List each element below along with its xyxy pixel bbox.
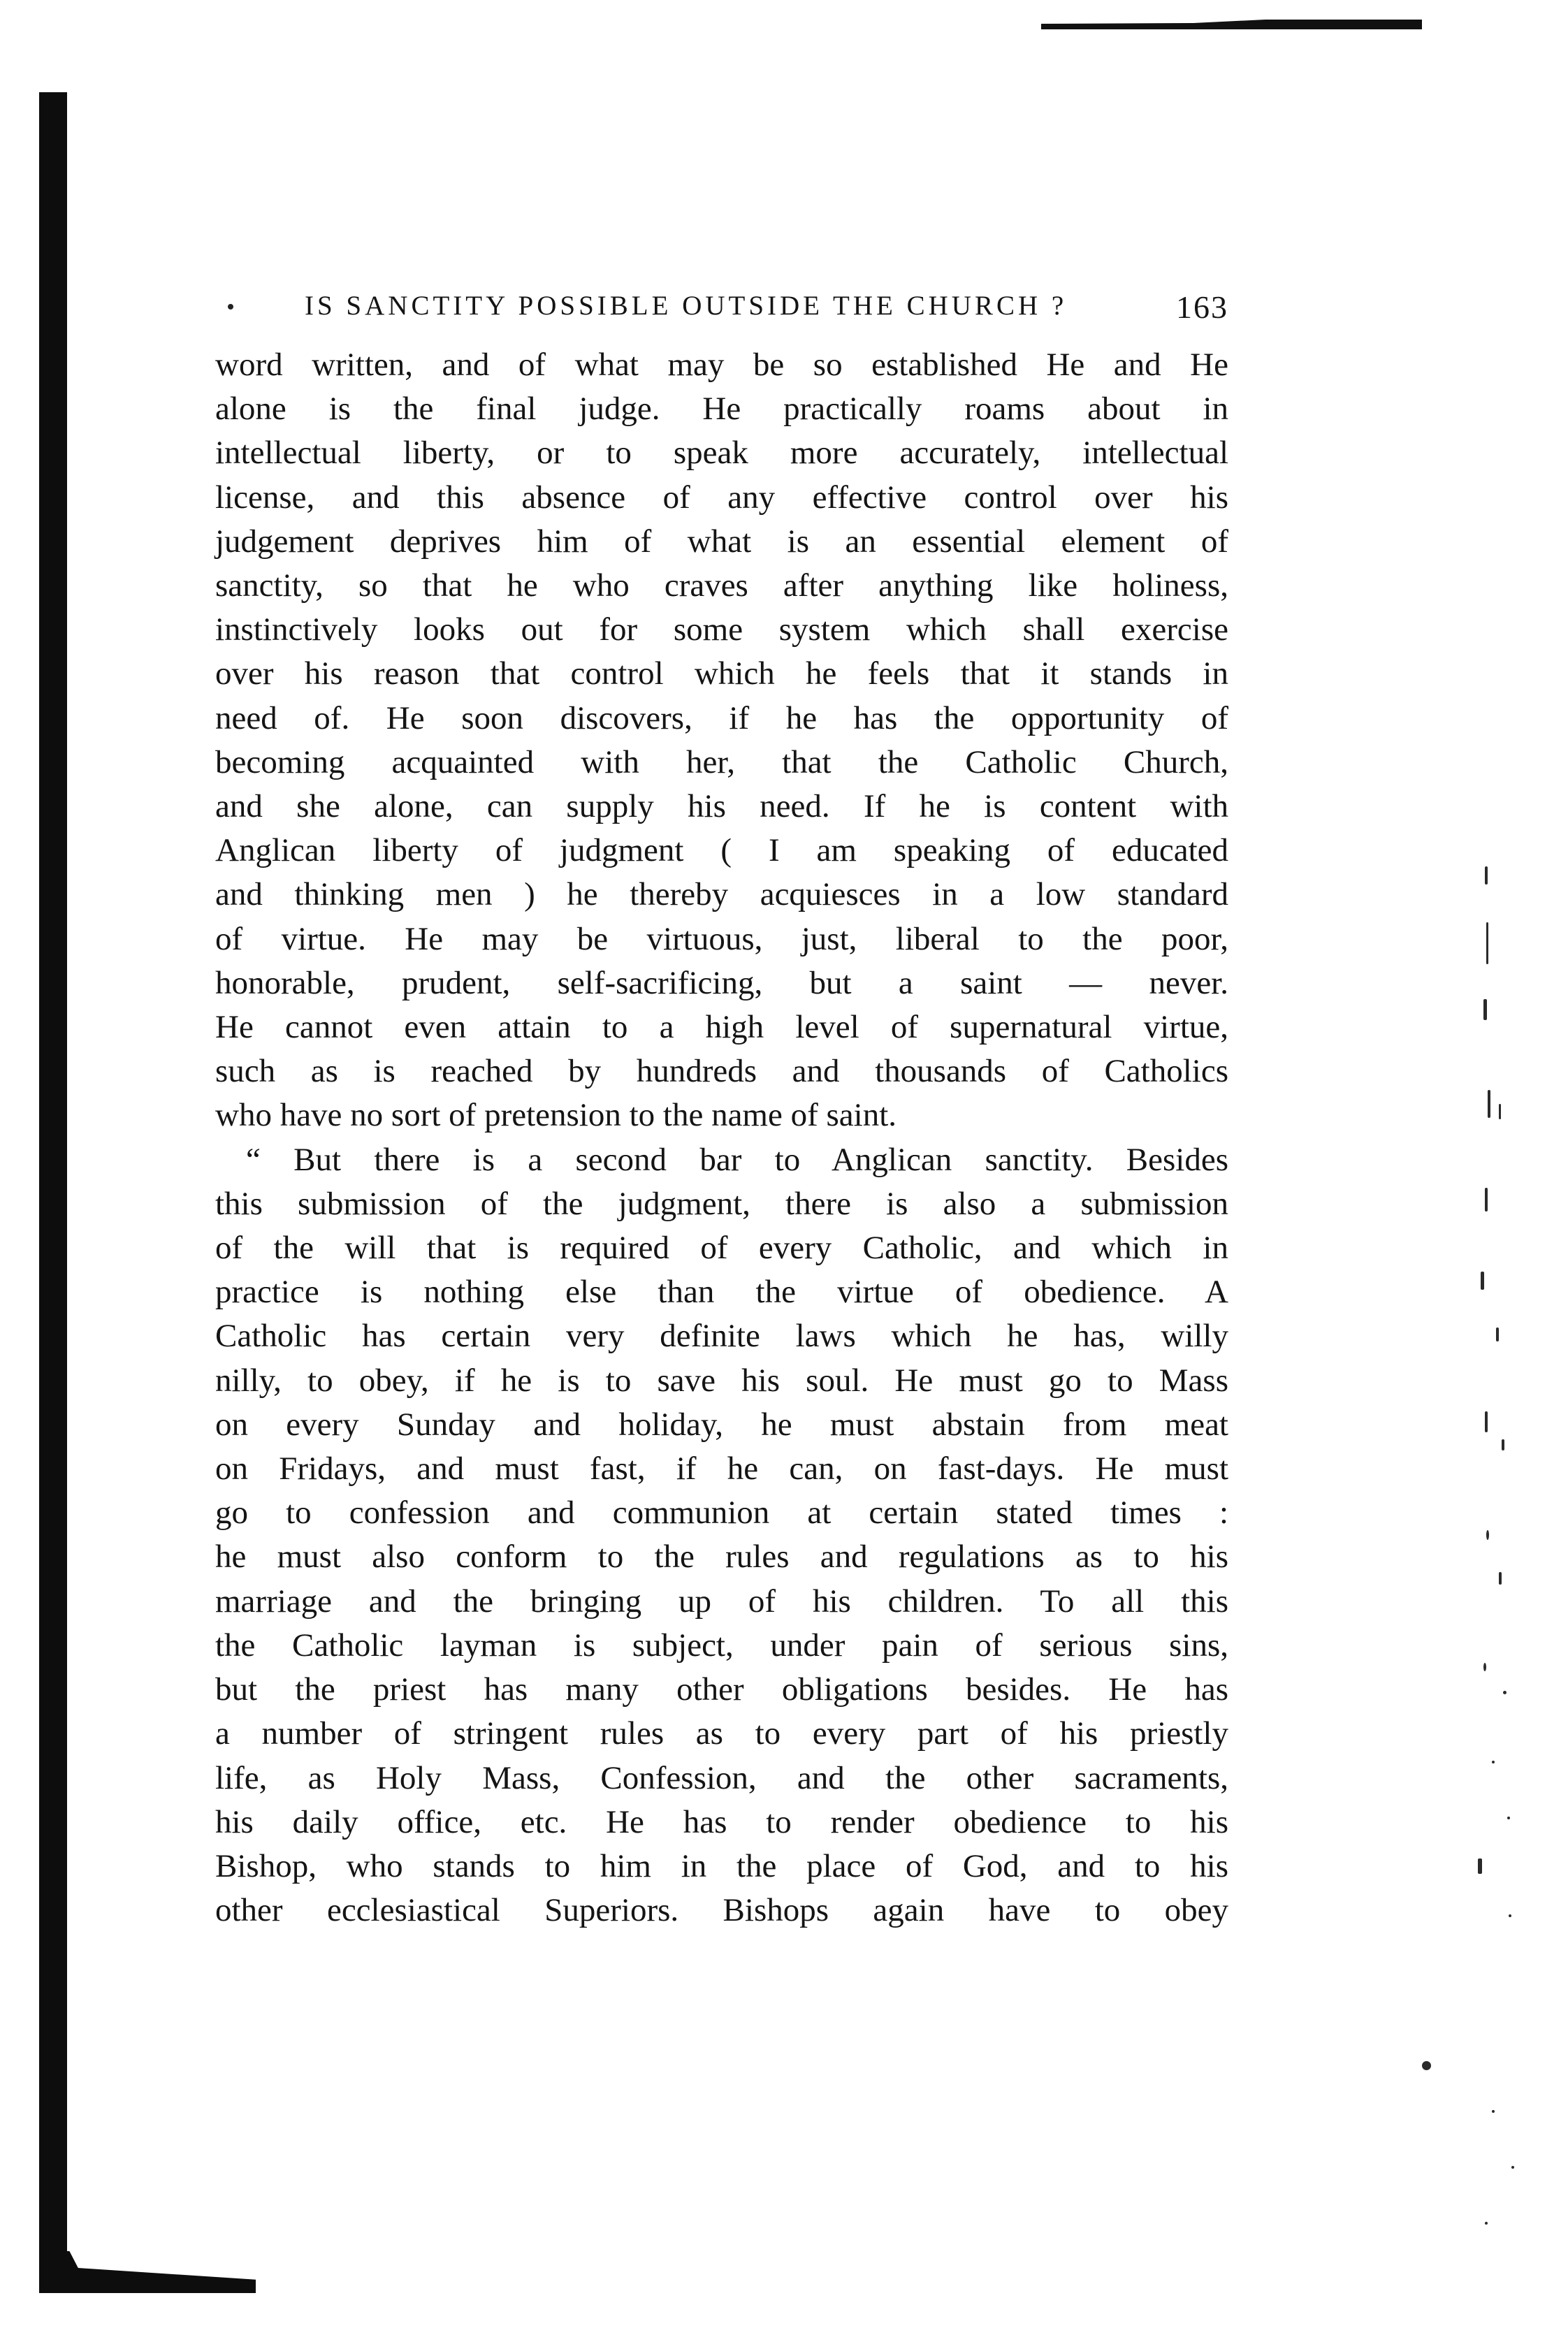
text-line: of virtue. He may be virtuous, just, liberal to the poor, <box>215 920 1228 957</box>
text-line: Bishop, who stands to him in the place of God, and to his <box>215 1847 1228 1884</box>
text-line: honorable, prudent, self-sacrificing, but a saint — never. <box>215 964 1228 1001</box>
text-line: He cannot even attain to a high level of supernatural virtue, <box>215 1009 1228 1046</box>
body-text <box>215 343 1228 1933</box>
text-line: on every Sunday and holiday, he must abstain from meat <box>215 1406 1228 1443</box>
text-line: Catholic has certain very definite laws which he has, willy <box>215 1318 1228 1355</box>
text-line: and she alone, can supply his need. If he is content with <box>215 788 1228 825</box>
text-line: life, as Holy Mass, Confession, and the other sacraments, <box>215 1759 1228 1796</box>
text-line: this submission of the judgment, there is also a submission <box>215 1185 1228 1222</box>
paragraph-start-line: “ But there is a second bar to Anglican sanctity. Besides <box>246 1141 1228 1178</box>
speck <box>1485 1411 1488 1432</box>
speck <box>1486 1530 1489 1540</box>
speck <box>1499 1104 1501 1119</box>
text-line: and thinking men ) he thereby acquiesces in a low standard <box>215 876 1228 913</box>
text-line: judgement deprives him of what is an essential element of <box>215 523 1228 560</box>
speck <box>1496 1327 1499 1341</box>
text-line: of the will that is required of every Catholic, and which in <box>215 1230 1228 1267</box>
speck <box>1499 1572 1502 1585</box>
speck <box>1507 1817 1510 1819</box>
speck <box>1492 2110 1495 2113</box>
margin-bleed-through-specks <box>1471 838 1527 2271</box>
speck <box>1485 1188 1488 1212</box>
speck <box>1486 922 1488 964</box>
text-line: becoming acquainted with her, that the Catholic Church, <box>215 743 1228 780</box>
book-spine-shadow-foot <box>39 2251 256 2293</box>
text-line: over his reason that control which he feels that it stands in <box>215 655 1228 692</box>
text-line: alone is the final judge. He practically roams about in <box>215 391 1228 428</box>
text-line: practice is nothing else than the virtue of obedience. A <box>215 1274 1228 1311</box>
text-line: Anglican liberty of judgment ( I am speaking of educated <box>215 832 1228 869</box>
text-line: but the priest has many other obligations besides. He has <box>215 1671 1228 1708</box>
speck <box>1509 1914 1511 1917</box>
speck <box>1503 1691 1507 1694</box>
speck <box>1492 1761 1495 1763</box>
speck <box>1511 2166 1514 2169</box>
speck <box>1483 1663 1486 1671</box>
speck <box>1485 866 1488 885</box>
speck <box>1485 2222 1488 2225</box>
speck <box>1502 1439 1504 1450</box>
speck <box>1483 999 1487 1020</box>
speck <box>1478 1858 1482 1874</box>
text-line: such as is reached by hundreds and thousands of Catholics <box>215 1053 1228 1090</box>
text-line: license, and this absence of any effective control over his <box>215 479 1228 516</box>
header-dot-mark <box>228 304 233 310</box>
speck <box>1488 1090 1490 1118</box>
running-header <box>215 276 1228 343</box>
text-line: other ecclesiastical Superiors. Bishops again have to obey <box>215 1892 1228 1929</box>
text-line: go to confession and communion at certain stated times : <box>215 1494 1228 1532</box>
text-line: on Fridays, and must fast, if he can, on fast-days. He must <box>215 1450 1228 1487</box>
text-line: need of. He soon discovers, if he has the opportunity of <box>215 699 1228 736</box>
text-line: he must also conform to the rules and regulations as to his <box>215 1538 1228 1576</box>
text-line: word written, and of what may be so established He and He <box>215 347 1228 383</box>
text-line: nilly, to obey, if he is to save his soul. He must go to Mass <box>215 1362 1228 1399</box>
book-spine-shadow <box>39 92 67 2286</box>
paragraph-end-line: who have no sort of pretension to the name of saint. <box>215 1097 897 1134</box>
speck <box>1481 1272 1484 1290</box>
text-line: sanctity, so that he who craves after anything like holiness, <box>215 567 1228 604</box>
running-title: IS SANCTITY POSSIBLE OUTSIDE THE CHURCH ? <box>305 291 1068 321</box>
page-number: 163 <box>1176 289 1228 325</box>
text-line: a number of stringent rules as to every part of his priestly <box>215 1715 1228 1752</box>
text-line: instinctively looks out for some system which shall exercise <box>215 611 1228 648</box>
speck <box>1422 2061 1431 2070</box>
text-line: marriage and the bringing up of his children. To all this <box>215 1583 1228 1620</box>
text-line: his daily office, etc. He has to render obedience to his <box>215 1803 1228 1840</box>
text-line: the Catholic layman is subject, under pain of serious sins, <box>215 1627 1228 1664</box>
book-page <box>215 276 1228 1933</box>
scan-edge-rule <box>1041 15 1422 29</box>
text-line: intellectual liberty, or to speak more accurately, intellectual <box>215 435 1228 472</box>
